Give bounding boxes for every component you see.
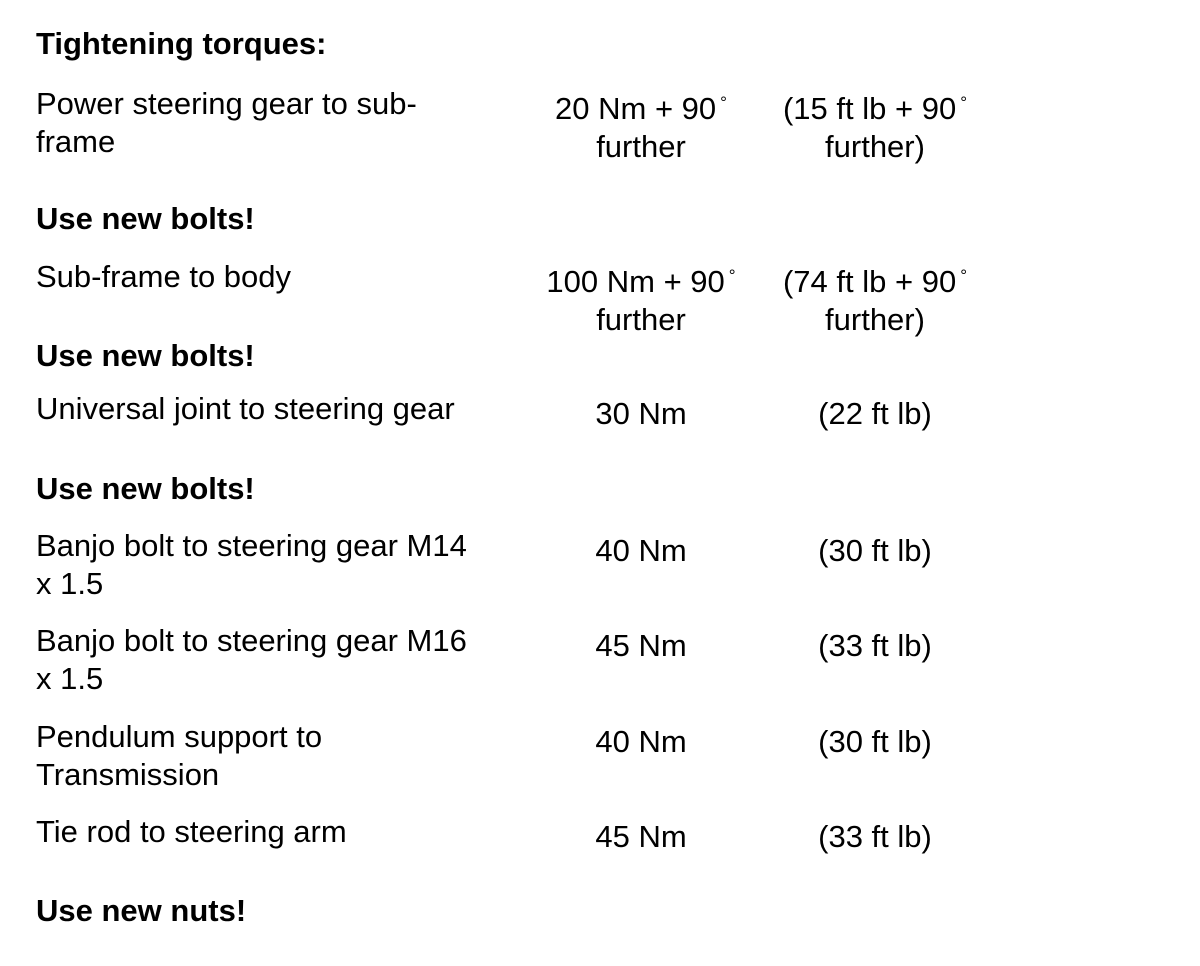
torque-ftlb: (30 ft lb) bbox=[818, 724, 932, 759]
degree-symbol: ° bbox=[960, 92, 967, 112]
torque-ftlb: (33 ft lb) bbox=[818, 628, 932, 663]
row-label: Tie rod to steering arm bbox=[36, 814, 347, 849]
table-row bbox=[36, 85, 1009, 166]
torque-ftlb: (33 ft lb) bbox=[818, 819, 932, 854]
note-use-new-bolts: Use new bolts! bbox=[36, 471, 255, 506]
torque-nm: 40 Nm bbox=[595, 533, 687, 568]
note-use-new-bolts: Use new bolts! bbox=[36, 338, 255, 373]
note-use-new-nuts: Use new nuts! bbox=[36, 893, 247, 928]
table-row bbox=[36, 258, 1009, 339]
row-label: Sub-frame to body bbox=[36, 259, 292, 294]
torque-ftlb: (22 ft lb) bbox=[818, 396, 932, 431]
torque-nm: 30 Nm bbox=[595, 396, 687, 431]
torque-nm: 100 Nm + 90 ° further bbox=[546, 264, 736, 337]
table-row bbox=[36, 718, 1009, 794]
degree-symbol: ° bbox=[960, 265, 967, 285]
degree-symbol: ° bbox=[728, 265, 736, 285]
torque-ftlb: (74 ft lb + 90 ° further) bbox=[782, 264, 967, 337]
torque-nm: 20 Nm + 90 ° further bbox=[555, 91, 727, 164]
table-row bbox=[36, 622, 1009, 698]
row-label: Banjo bolt to steering gear M16 x 1.5 bbox=[36, 623, 467, 696]
torque-nm: 45 Nm bbox=[595, 819, 687, 854]
page-title: Tightening torques: bbox=[36, 26, 327, 61]
table-row bbox=[36, 390, 1009, 433]
table-row bbox=[36, 813, 1009, 856]
torque-nm: 45 Nm bbox=[595, 628, 687, 663]
torque-nm: 40 Nm bbox=[595, 724, 687, 759]
torque-ftlb: (30 ft lb) bbox=[818, 533, 932, 568]
table-row bbox=[36, 527, 1009, 603]
row-label: Banjo bolt to steering gear M14 x 1.5 bbox=[36, 528, 467, 601]
row-label: Power steering gear to sub- frame bbox=[36, 86, 417, 159]
row-label: Pendulum support to Transmission bbox=[36, 719, 323, 792]
torque-ftlb: (15 ft lb + 90 ° further) bbox=[782, 91, 967, 164]
degree-symbol: ° bbox=[720, 92, 727, 112]
row-label: Universal joint to steering gear bbox=[36, 391, 455, 426]
note-use-new-bolts: Use new bolts! bbox=[36, 201, 255, 236]
